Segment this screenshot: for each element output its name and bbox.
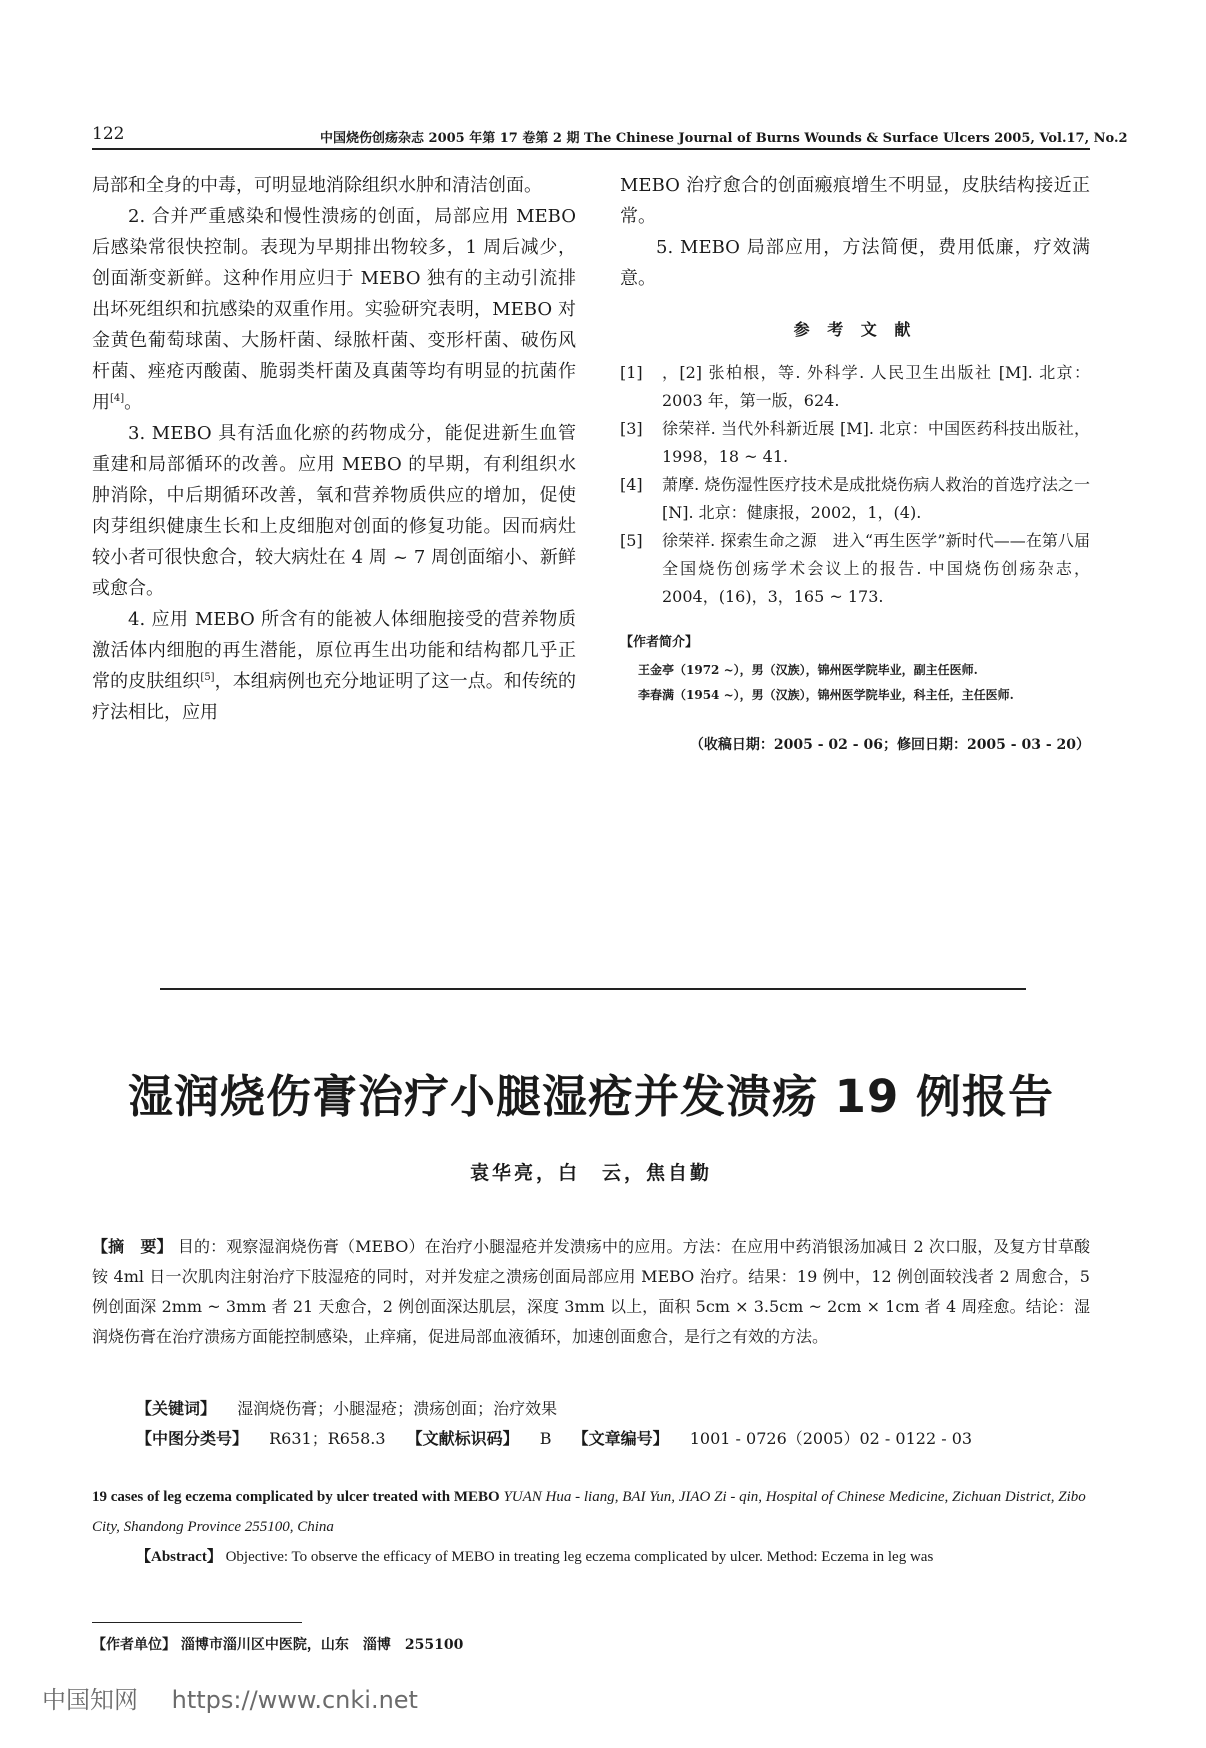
affiliation-label: 【作者单位】 <box>92 1637 176 1653</box>
keywords-block <box>92 1394 1090 1454</box>
english-authors: YUAN Hua - liang, BAI Yun, JIAO Zi - qin, Hospital of Chinese Medicine, Zichuan District, Zibo City, Shandong Province 255100, China <box>92 1489 1086 1535</box>
english-title-line <box>92 1482 1090 1542</box>
english-abstract-label: 【Abstract】 <box>136 1549 222 1565</box>
citation-5: [5] <box>200 672 215 683</box>
cnki-watermark <box>42 1680 444 1715</box>
article-number-label: 【文章编号】 <box>572 1429 669 1448</box>
body-paragraph <box>92 604 576 728</box>
body-paragraph: MEBO 治疗愈合的创面瘢痕增生不明显，皮肤结构接近正常。 <box>620 175 1090 227</box>
english-title: 19 cases of leg eczema complicated by ulcer treated with MEBO <box>92 1489 500 1505</box>
watermark-brand: 中国知网 <box>42 1686 138 1714</box>
body-paragraph: 局部和全身的中毒，可明显地消除组织水肿和清洁创面。 <box>92 175 542 196</box>
citation-4: [4] <box>110 393 125 404</box>
reference-text: ，[2] 张柏根，等. 外科学. 人民卫生出版社 [M]. 北京：2003 年，第一版，624. <box>662 363 1090 410</box>
running-head: 中国烧伤创疡杂志 2005 年第 17 卷第 2 期 The Chinese Journal of Burns Wounds & Surface Ulcers 2005, Vol.17, No.2 <box>320 131 1128 146</box>
clc-label: 【中图分类号】 <box>136 1429 249 1448</box>
affiliation-footnote <box>92 1634 463 1654</box>
prev-article-left-column <box>92 170 576 728</box>
reference-text: 萧摩. 烧伤湿性医疗技术是成批烧伤病人救治的首选疗法之一 [N]. 北京：健康报，2002，1，(4). <box>662 475 1090 522</box>
abstract-text: 目的：观察湿润烧伤膏（MEBO）在治疗小腿湿疮并发溃疡中的应用。方法：在应用中药消银汤加减日 2 次口服，及复方甘草酸铵 4ml 日一次肌肉注射治疗下肢湿疮的同时，对并发症之溃疡创面局部应用 MEBO 治疗。结果：19 例中，12 例创面较浅者 2 周愈合，5 例创面深 2mm ~ 3mm 者 21 天愈合，2 例创面深达肌层，深度 3mm 以上，面积 5cm × 3.5cm ~ 2cm × 1cm 者 4 周痊愈。结论：湿润烧伤膏在治疗溃疡方面能控制感染，止痒痛，促进局部血液循环，加速创面愈合，是行之有效的方法。 <box>92 1237 1090 1346</box>
reference-text: 徐荣祥. 探索生命之源 进入“再生医学”新时代——在第八届全国烧伤创疡学术会议上的报告. 中国烧伤创疡杂志，2004，(16)，3，165 ~ 173. <box>662 531 1090 606</box>
english-abstract <box>92 1482 1090 1572</box>
reference-number: [4] <box>620 475 643 494</box>
body-paragraph: 3. MEBO 具有活血化瘀的药物成分，能促进新生血管重建和局部循环的改善。应用 MEBO 的早期，有利组织水肿消除，中后期循环改善，氧和营养物质供应的增加，促使肉芽组织健康生长和上皮细胞对创面的修复功能。因而病灶较小者可很快愈合，较大病灶在 4 周 ~ 7 周创面缩小、新鲜或愈合。 <box>92 423 576 599</box>
article-authors: 袁华亮，白 云，焦自勤 <box>469 1162 712 1184</box>
keywords-label: 【关键词】 <box>136 1399 217 1418</box>
prev-article-right-column <box>620 170 1090 761</box>
body-paragraph: 5. MEBO 局部应用，方法简便，费用低廉，疗效满意。 <box>620 237 1090 289</box>
paragraph-text: 。 <box>124 392 143 413</box>
reference-item <box>620 359 1090 415</box>
doc-code-value: B <box>539 1429 552 1448</box>
reference-item <box>620 415 1090 471</box>
watermark-url: https://www.cnki.net <box>171 1686 418 1714</box>
reference-number: [3] <box>620 419 643 438</box>
reference-text: 徐荣祥. 当代外科新近展 [M]. 北京：中国医药科技出版社，1998，18 ~ 41. <box>662 419 1090 466</box>
abstract-label: 【摘 要】 <box>92 1237 173 1256</box>
paragraph-text: 2. 合并严重感染和慢性溃疡的创面，局部应用 MEBO 后感染常很快控制。表现为早期排出物较多，1 周后减少，创面渐变新鲜。这种作用应归于 MEBO 独有的主动引流排出坏死组织和抗感染的双重作用。实验研究表明，MEBO 对金黄色葡萄球菌、大肠杆菌、绿脓杆菌、变形杆菌、破伤风杆菌、痤疮丙酸菌、脆弱类杆菌及真菌等均有明显的抗菌作用 <box>92 206 576 413</box>
clc-value: R631；R658.3 <box>269 1429 386 1448</box>
author-intro-line: 王金亭（1972 ~），男（汉族），锦州医学院毕业，副主任医师. <box>638 663 978 677</box>
article-separator <box>160 988 1026 990</box>
chinese-abstract <box>92 1232 1090 1352</box>
paragraph-text: ，本组病例也充分地证明了这一点。和传统的疗法相比，应用 <box>92 671 576 723</box>
page-number: 122 <box>92 124 125 144</box>
article-title: 湿润烧伤膏治疗小腿湿疮并发溃疡 19 例报告 <box>128 1070 1054 1123</box>
reference-number: [5] <box>620 531 643 550</box>
reference-number: [1] <box>620 363 643 382</box>
keywords-line <box>92 1394 1090 1424</box>
classification-line <box>92 1424 1090 1454</box>
received-dates: （收稿日期：2005 - 02 - 06；修回日期：2005 - 03 - 20） <box>689 737 1090 753</box>
reference-item <box>620 527 1090 611</box>
references-title: 参 考 文 献 <box>793 320 917 339</box>
body-paragraph <box>92 201 576 418</box>
paragraph-text: 4. 应用 MEBO 所含有的能被人体细胞接受的营养物质激活体内细胞的再生潜能，原位再生出功能和结构都几乎正常的皮肤组织 <box>92 609 576 692</box>
keywords-text: 湿润烧伤膏；小腿湿疮；溃疡创面；治疗效果 <box>237 1399 558 1418</box>
reference-item <box>620 471 1090 527</box>
english-abstract-line <box>92 1542 1090 1572</box>
article-number-value: 1001 - 0726（2005）02 - 0122 - 03 <box>689 1429 973 1448</box>
english-abstract-text: Objective: To observe the efficacy of MEBO in treating leg eczema complicated by ulcer. Method: Eczema in leg was <box>225 1549 934 1565</box>
affiliation-text: 淄博市淄川区中医院，山东 淄博 255100 <box>180 1637 464 1653</box>
author-intro-line: 李春满（1954 ~），男（汉族），锦州医学院毕业，科主任，主任医师. <box>638 688 1014 702</box>
footnote-rule <box>92 1622 302 1623</box>
doc-code-label: 【文献标识码】 <box>406 1429 519 1448</box>
abstract-paragraph <box>92 1232 1090 1352</box>
header-rule <box>92 148 1090 150</box>
author-intro-label: 【作者简介】 <box>620 635 699 650</box>
